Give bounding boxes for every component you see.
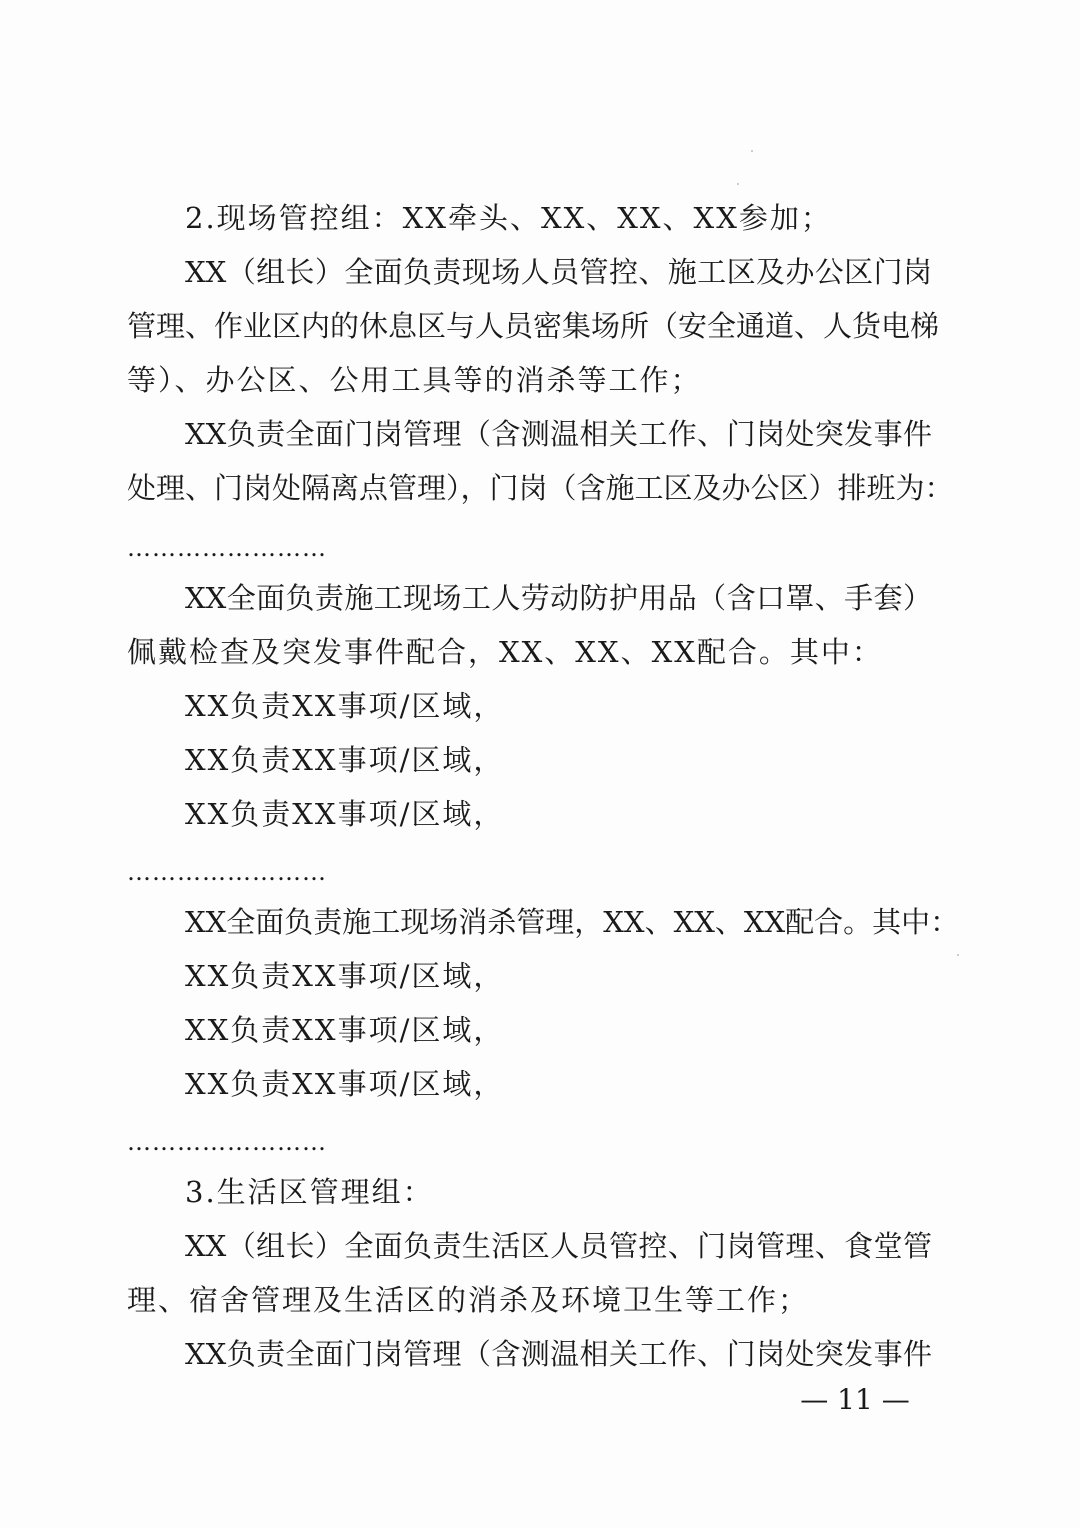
paragraph-line: XX负责全面门岗管理（含测温相关工作、门岗处突发事件 [185,1337,932,1371]
scan-speck [737,183,739,185]
paragraph-line: XX全面负责施工现场消杀管理，XX、XX、XX配合。其中： [185,905,960,939]
page-number: — 11 — [800,1383,910,1416]
list-item: XX负责XX事项/区域， [185,1067,505,1101]
scan-speck [957,954,959,956]
section-heading-living-area: 3.生活区管理组： [185,1175,434,1209]
paragraph-line: 管理、作业区内的休息区与人员密集场所（安全通道、人货电梯 [127,309,940,343]
list-item: XX负责XX事项/区域， [185,1013,505,1047]
paragraph-line: 处理、门岗处隔离点管理），门岗（含施工区及办公区）排班为： [127,471,954,505]
section-heading-site-control: 2.现场管控组：XX牵头、XX、XX、XX参加； [185,201,832,235]
paragraph-line: XX（组长）全面负责现场人员管控、施工区及办公区门岗 [185,255,932,289]
scan-speck [751,150,753,152]
ellipsis-separator: …………………… [127,534,327,562]
list-item: XX负责XX事项/区域， [185,797,505,831]
paragraph-line: 理、宿舍管理及生活区的消杀及环境卫生等工作； [127,1283,810,1317]
list-item: XX负责XX事项/区域， [185,689,505,723]
ellipsis-separator: …………………… [127,1128,327,1156]
paragraph-line: 佩戴检查及突发事件配合，XX、XX、XX配合。其中： [127,635,883,669]
paragraph-line: 等）、办公区、公用工具等的消杀等工作； [127,363,702,397]
ellipsis-separator: …………………… [127,858,327,886]
paragraph-line: XX（组长）全面负责生活区人员管控、门岗管理、食堂管 [185,1229,932,1263]
list-item: XX负责XX事项/区域， [185,959,505,993]
list-item: XX负责XX事项/区域， [185,743,505,777]
paragraph-line: XX负责全面门岗管理（含测温相关工作、门岗处突发事件 [185,417,932,451]
paragraph-line: XX全面负责施工现场工人劳动防护用品（含口罩、手套） [185,581,932,615]
